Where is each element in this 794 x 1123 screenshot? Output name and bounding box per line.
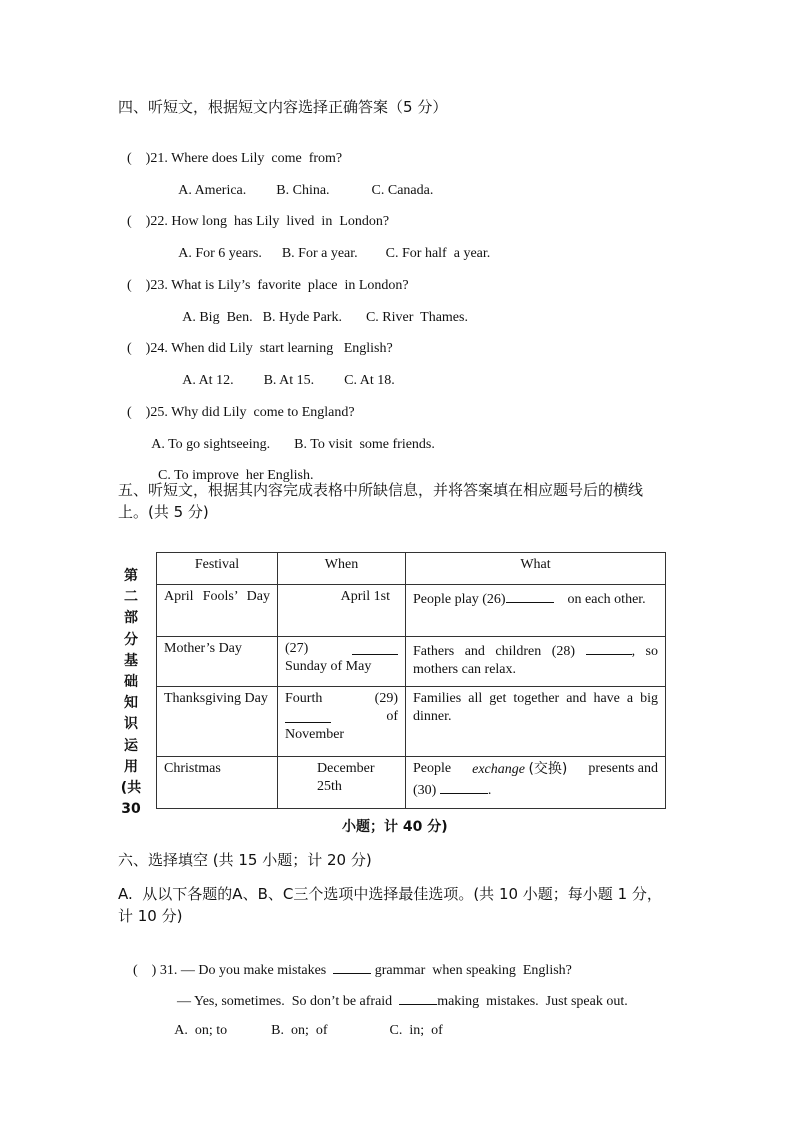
what-text-cont: , so mothers can relax.	[413, 644, 658, 677]
option-b[interactable]: B. For a year.	[281, 246, 358, 261]
option-a[interactable]: A. Big Ben.	[182, 310, 253, 325]
vertical-section-label	[118, 566, 144, 820]
answer-blank-28[interactable]	[586, 640, 632, 655]
blank-number: (30)	[413, 783, 437, 798]
answer-paren[interactable]: ( )	[133, 963, 157, 978]
what-italic-word: exchange	[472, 762, 525, 777]
option-b[interactable]: B. China.	[276, 183, 330, 198]
option-a[interactable]: A. At 12.	[182, 373, 234, 388]
answer-paren[interactable]: ( )	[127, 278, 151, 293]
column-header-what: What	[406, 553, 666, 585]
question-stem: 22. How long has Lily lived in London?	[150, 214, 390, 229]
question-stem-cont: grammar when speaking English?	[374, 963, 572, 978]
festival-cell	[157, 687, 278, 757]
what-text: People play (26)	[413, 592, 506, 607]
section6-heading: 六、选择填空 (共 15 小题；计 20 分)	[118, 851, 372, 869]
table-row	[157, 585, 666, 637]
when-cell	[278, 585, 406, 637]
table-row	[157, 757, 666, 809]
when-text: April 1st	[340, 589, 390, 604]
option-b[interactable]: B. At 15.	[263, 373, 315, 388]
option-b[interactable]: B. To visit some friends.	[294, 437, 435, 452]
when-cell	[278, 687, 406, 757]
question-22	[120, 195, 389, 231]
vertical-char: 分	[124, 631, 138, 648]
when-text: December 25th	[317, 761, 375, 794]
festival-table	[156, 552, 666, 809]
column-header-when: When	[278, 553, 406, 585]
answer-paren[interactable]: ( )	[127, 151, 151, 166]
answer-paren[interactable]: ( )	[127, 405, 151, 420]
when-cell	[278, 757, 406, 809]
column-header-festival: Festival	[157, 553, 278, 585]
question-stem: 24. When did Lily start learning English?	[150, 341, 393, 356]
table-row	[157, 637, 666, 687]
what-cell	[406, 757, 666, 809]
when-text: Fourth	[285, 691, 323, 706]
what-cell	[406, 637, 666, 687]
question-stem: 25. Why did Lily come to England?	[150, 405, 355, 420]
option-b[interactable]: B. Hyde Park.	[262, 310, 342, 325]
when-text-cont: of	[386, 709, 398, 724]
what-text: Families all get together and have a big dinner.	[413, 691, 658, 724]
question-24	[120, 322, 393, 358]
question-31-options	[168, 1004, 443, 1040]
what-period: .	[487, 783, 492, 798]
when-text: Sunday of May	[285, 659, 372, 674]
vertical-char: 基	[124, 652, 138, 669]
what-cell	[406, 687, 666, 757]
section4-heading: 四、听短文，根据短文内容选择正确答案（5 分）	[118, 98, 448, 116]
answer-blank-27[interactable]	[352, 640, 398, 655]
part-a-instruction: A. 从以下各题的A、B、C三个选项中选择最佳选项。(共 10 小题；每小题 1 分，	[118, 885, 662, 903]
blank-number: (27)	[285, 641, 309, 656]
festival-cell	[157, 757, 278, 809]
vertical-char: 知	[124, 695, 138, 712]
option-a[interactable]: A. To go sightseeing.	[151, 437, 271, 452]
question-25	[120, 386, 355, 422]
what-text: People	[413, 761, 452, 776]
section5-heading: 五、听短文，根据其内容完成表格中所缺信息，并将答案填在相应题号后的横线	[118, 481, 644, 499]
festival-cell	[157, 637, 278, 687]
question-25-options-row2	[151, 449, 313, 485]
option-c[interactable]: C. Canada.	[371, 183, 434, 198]
answer-blank[interactable]	[399, 990, 437, 1005]
what-text-cont: on each other.	[567, 592, 646, 607]
table-header-row	[157, 553, 666, 585]
festival-name: Christmas	[164, 761, 221, 776]
what-text-cont: presents and	[588, 761, 658, 776]
what-cell	[406, 585, 666, 637]
answer-paren[interactable]: ( )	[127, 341, 151, 356]
when-cell	[278, 637, 406, 687]
sidebar-continuation: 小题；计 40 分)	[342, 819, 448, 835]
when-text-month: November	[285, 727, 345, 742]
question-21	[120, 132, 342, 168]
vertical-char: 30	[121, 801, 141, 818]
vertical-char: 用	[124, 758, 138, 775]
reply-text-cont: making mistakes. Just speak out.	[437, 994, 628, 1009]
festival-cell	[157, 585, 278, 637]
reply-text: — Yes, sometimes. So don’t be afraid	[177, 994, 393, 1009]
answer-blank-29[interactable]	[285, 708, 331, 723]
option-a[interactable]: A. For 6 years.	[178, 246, 262, 261]
option-c[interactable]: C. River Thames.	[365, 310, 468, 325]
answer-blank-26[interactable]	[506, 588, 554, 603]
vertical-char: 础	[124, 673, 138, 690]
option-c[interactable]: C. At 18.	[344, 373, 395, 388]
table-row	[157, 687, 666, 757]
blank-number: (29)	[374, 691, 398, 706]
festival-name: Thanksgiving Day	[164, 691, 268, 706]
vertical-char: 识	[124, 716, 138, 733]
vertical-char: (共	[120, 779, 142, 796]
option-c[interactable]: C. To improve her English.	[158, 468, 314, 483]
festival-name: Mother’s Day	[164, 641, 242, 656]
option-c[interactable]: C. in; of	[389, 1023, 443, 1038]
question-22-options	[172, 227, 490, 263]
vertical-char: 第	[124, 568, 138, 584]
vertical-char: 运	[124, 737, 138, 754]
question-stem: 21. Where does Lily come from?	[150, 151, 343, 166]
vertical-char: 二	[124, 589, 138, 606]
what-text: Fathers and children (28)	[413, 644, 576, 659]
option-b[interactable]: B. on; of	[271, 1023, 328, 1038]
answer-blank-30[interactable]	[440, 779, 488, 794]
part-a-instruction-cont: 计 10 分)	[118, 907, 183, 925]
question-stem: 23. What is Lily’s favorite place in London?	[150, 278, 409, 293]
section5-heading-cont: 上。(共 5 分)	[118, 503, 209, 521]
question-24-options	[176, 354, 395, 390]
chinese-gloss: (交换)	[528, 761, 568, 777]
vertical-char: 部	[124, 610, 138, 627]
option-a[interactable]: A. America.	[178, 183, 247, 198]
question-stem: 31. — Do you make mistakes	[159, 963, 327, 978]
option-a[interactable]: A. on; to	[174, 1023, 228, 1038]
festival-name: April Fools’ Day	[164, 589, 270, 604]
question-23	[120, 259, 409, 295]
option-c[interactable]: C. For half a year.	[385, 246, 491, 261]
answer-paren[interactable]: ( )	[127, 214, 151, 229]
